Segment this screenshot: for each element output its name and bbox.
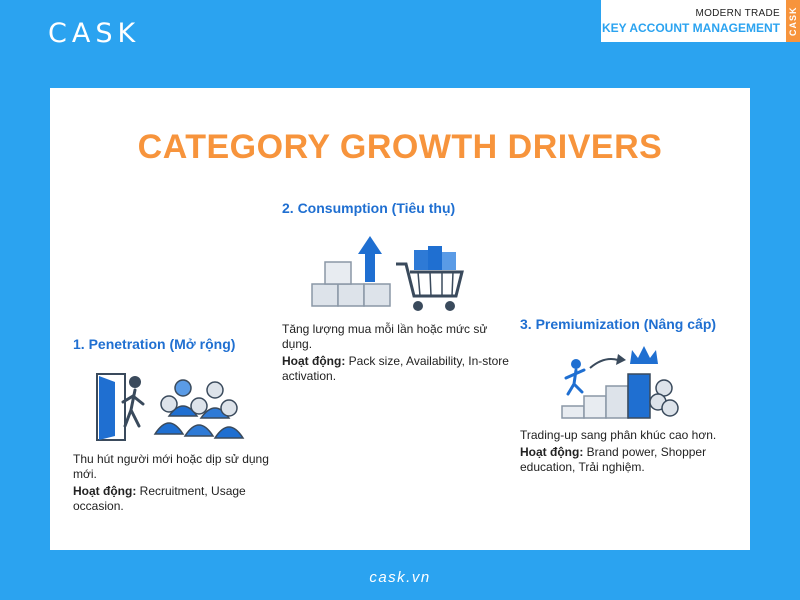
key-account-badge <box>601 0 800 42</box>
activity-label: Hoạt động: <box>520 445 584 459</box>
driver-title: 3. Premiumization (Nâng cấp) <box>520 316 717 332</box>
activity-label: Hoạt động: <box>73 484 137 498</box>
driver-premiumization <box>520 316 740 475</box>
activity-value: Pack size, Availability, In-store activation. <box>282 354 509 383</box>
driver-activity <box>282 354 512 384</box>
driver-consumption <box>282 200 512 384</box>
activity-label: Hoạt động: <box>282 354 346 368</box>
page-title: CATEGORY GROWTH DRIVERS <box>137 128 663 166</box>
stairs-crown-icon <box>560 342 740 422</box>
boxes-cart-icon <box>310 226 512 316</box>
driver-description: Tăng lượng mua mỗi lần hoặc mức sử dụng. <box>282 322 488 351</box>
driver-activity <box>520 445 740 475</box>
badge-side-label: CASK <box>786 0 800 42</box>
driver-activity <box>73 484 273 514</box>
activity-value: Recruitment, Usage occasion. <box>73 484 246 513</box>
content-card <box>50 88 750 550</box>
badge-line-1: MODERN TRADE <box>695 7 780 19</box>
door-people-icon <box>95 366 273 446</box>
driver-description: Thu hút người mới hoặc dịp sử dụng mới. <box>73 452 269 481</box>
activity-value: Brand power, Shopper education, Trải nghiệm. <box>520 445 707 474</box>
driver-title: 2. Consumption (Tiêu thụ) <box>282 200 456 216</box>
driver-description: Trading-up sang phân khúc cao hơn. <box>520 428 717 442</box>
badge-line-2: KEY ACCOUNT MANAGEMENT <box>601 20 780 35</box>
footer-website[interactable]: cask.vn <box>369 569 431 586</box>
brand-logo: CASK <box>48 18 141 49</box>
driver-penetration <box>73 336 273 514</box>
driver-title: 1. Penetration (Mở rộng) <box>73 336 236 352</box>
